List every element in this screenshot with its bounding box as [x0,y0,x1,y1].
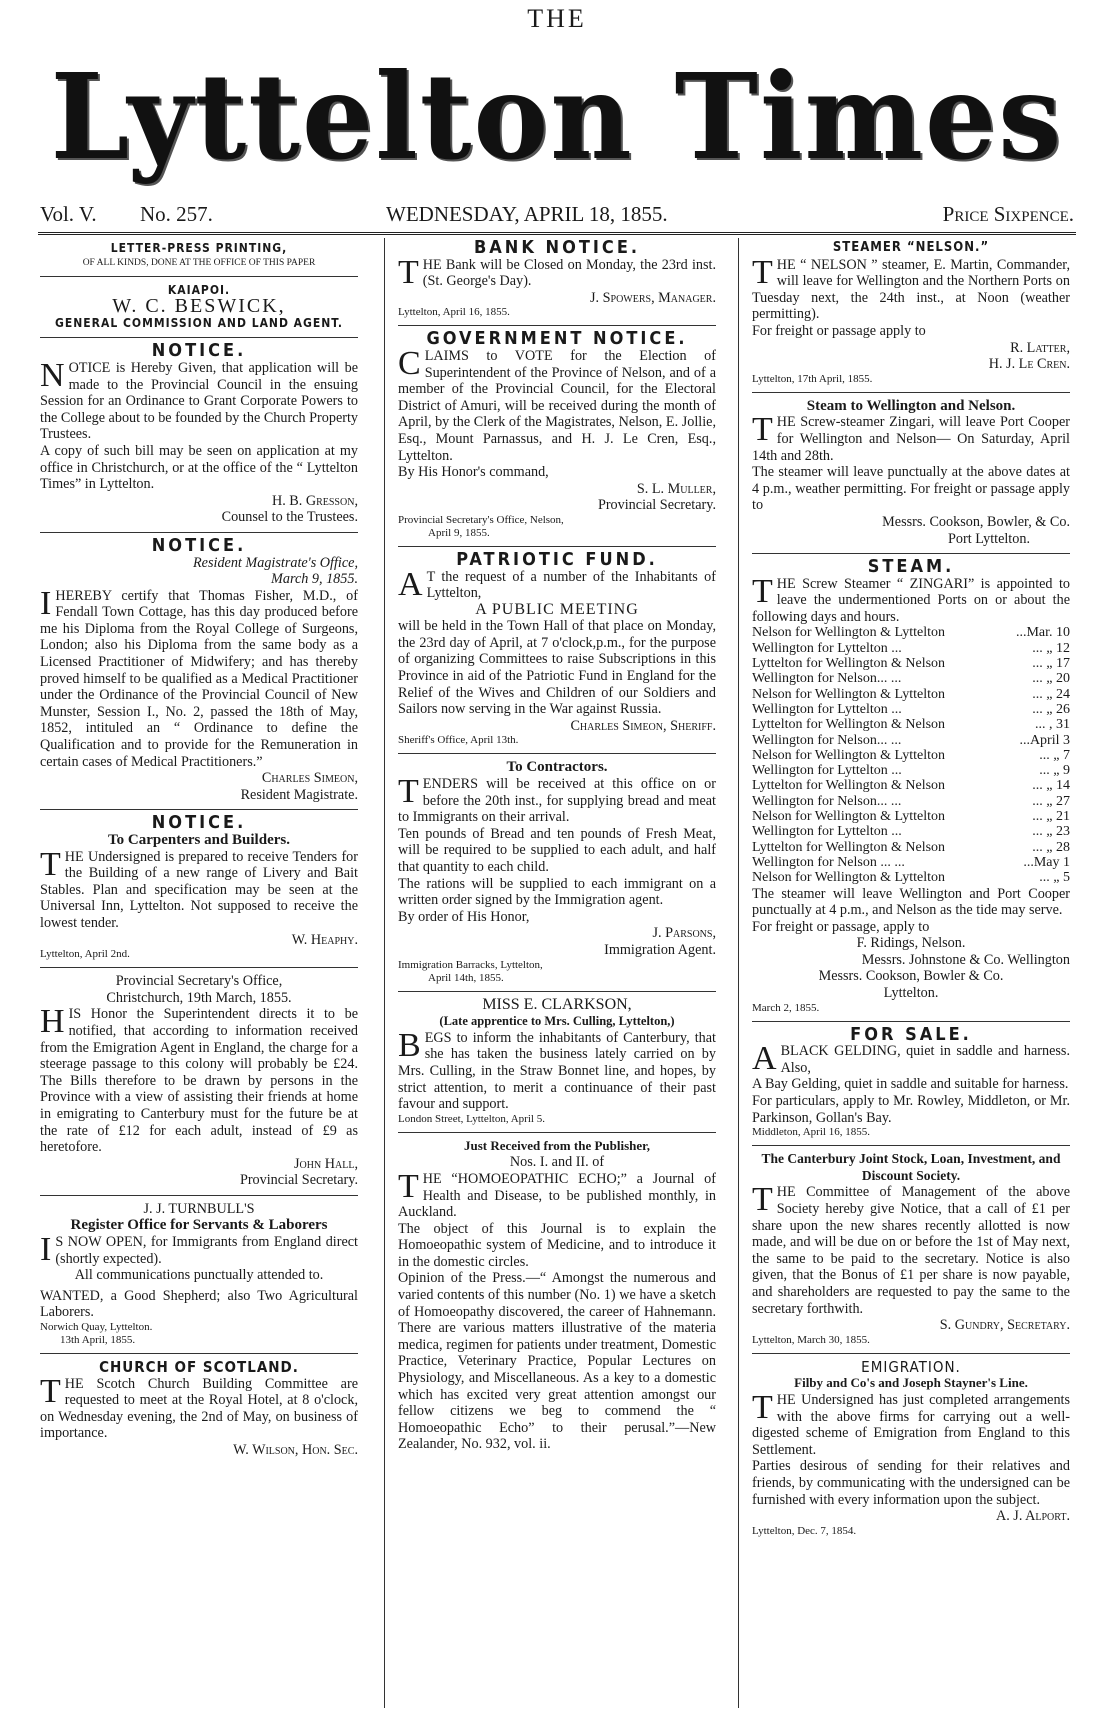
schedule-row [752,656,1070,671]
notice-carpenters-body: HE Undersigned is prepared to receive Tenders for the Building of a new range of Livery and Bait Stables. Plan and specification may be seen at the Universal Inn, Lyttelton. Not supposed to receive the lowest tender. [40,848,358,931]
notice-carpenters [40,812,358,961]
pat-office: Sheriff's Office, April 13th. [398,734,519,747]
homeo-body3: Opinion of the Press.—“ Amongst the numerous and varied contents of this number (No. 1) we have a sketch of Homoeopathy discovered, the career of Hahnemann. There are various matters illustrative of the materia medica, regimen for patients under treatment, Domestic Practice, Veterinary Practice, Popular Lectures on Physiology, and Miscellaneous. As a key to a domestic which has excited very great attention amongst our fellow citizens we beg to commend the “ Homoeopathic Echo” to their perusal.”—New Zealander, No. 932, vol. ii. [398,1270,716,1453]
masthead-rule [38,232,1076,235]
schedule-date: ... „ 20 [1032,671,1070,687]
beswick-name: W. C. BESWICK, [112,295,286,318]
notice-college-body2: A copy of such bill may be seen on application at my office in Christchurch, or at the office of the “ Lyttelton Times” in Lyttelton. [40,442,358,493]
notice-college-body: OTICE is Hereby Given, that application will be made to the Provincial Council in the ensuing Session for an Ordinance to Grant Corporate Powers to the College about to be founded by the Church Property Trustees. [40,359,358,443]
con-body2: Ten pounds of Bread and ten pounds of Fresh Meat, will be required to be supplied to each adult, and half that quantity to each child. [398,825,716,875]
price: Price Sixpence. [942,202,1074,226]
schedule-date: ... „ 7 [1039,747,1070,763]
sale-body3: For particulars, apply to Mr. Rowley, Middleton, or Mr. Parkinson, Gollan's Bay. [752,1093,1070,1126]
drop-cap: H [40,1003,65,1041]
schedule-route: Wellington for Lyttelton ... [752,701,902,717]
con-signature: J. Parsons, [652,925,716,942]
nelson-heading: STEAMER “NELSON.” [832,240,990,255]
schedule-route: Wellington for Nelson... ... [752,793,902,809]
notice-medical-date: March 9, 1855. [271,571,358,588]
letterpress-heading: LETTER-PRESS PRINTING, [110,241,288,255]
drop-cap: T [398,253,419,291]
clark-name: MISS E. CLARKSON, [482,995,632,1013]
steam-agent-1: F. Ridings, Nelson. [856,935,966,952]
gov-command: By His Honor's command, [398,464,549,481]
homeo-sub2: Nos. I. and II. of [509,1154,605,1171]
gov-heading: GOVERNMENT NOTICE. [426,328,688,350]
con-body: ENDERS will be received at this office on or before the 20th inst., for supplying bread and meat to Immigrants on their arrival. [398,776,716,826]
nelson-date: Lyttelton, 17th April, 1855. [752,372,873,385]
schedule-row [752,763,1070,778]
notice-medical-body: HEREBY certify that Thomas Fisher, M.D., of Fendall Town Cottage, has this day produced before me his Diploma from the Royal College of Surgeons, London; also his Diploma from the same body as a Licensed Practitioner of Midwifery; and has thereby proved himself to be qualified as a Medical Practitioner under the Ordinance of the Provincial Council of New Munster, Session I., No. 2, passed the 18th of May, 1852, intituled an “ Ordinance to define the Qualification and to provide for the Remuneration in certain cases of Medical Practitioners.” [40,587,358,770]
steam-agent-4: Lyttelton. [883,985,939,1002]
cjs-signature: S. Gundry, Secretary. [939,1317,1070,1334]
drop-cap: T [752,1388,773,1426]
schedule-route: Wellington for Lyttelton ... [752,763,902,779]
letterpress-ad [40,240,358,270]
con-signature-title: Immigration Agent. [604,941,716,958]
con-date: April 14th, 1855. [428,971,504,984]
prov-office-date: Christchurch, 19th March, 1855. [106,989,292,1006]
schedule-route: Wellington for Nelson ... ... [752,854,905,870]
turnbull-ad [40,1201,358,1347]
drop-cap: T [752,253,773,291]
pat-body: T the request of a number of the Inhabitants of Lyttelton, [426,568,716,602]
schedule-row [752,702,1070,717]
steam-body3: For freight or passage, apply to [752,918,930,935]
church-heading: CHURCH OF SCOTLAND. [99,1358,299,1377]
drop-cap: T [40,1372,61,1410]
schedule-row [752,641,1070,656]
kaiapoi-heading: KAIAPOI. [167,282,231,297]
pat-heading: PATRIOTIC FUND. [456,548,658,570]
wanted-address: Norwich Quay, Lyttelton. [40,1321,153,1334]
wanted-body: WANTED, a Good Shepherd; also Two Agricultural Laborers. [40,1287,358,1321]
homeo-sub1: Just Received from the Publisher, [464,1137,650,1153]
schedule-date: ... „ 12 [1032,640,1070,656]
turnbull-body: S NOW OPEN, for Immigrants from England direct (shortly expected). [55,1234,358,1267]
steam-body: HE Screw Steamer “ ZINGARI” is appointed to leave the undermentioned Ports on or about the following days and hours. [752,575,1070,625]
schedule-date: ... „ 27 [1032,793,1070,809]
church-ad [40,1359,358,1459]
notice-college-heading: NOTICE. [151,340,247,362]
column-1 [40,240,358,1465]
notice-carpenters-signature: W. Heaphy. [291,931,358,948]
sailing-schedule [752,625,1070,885]
clark-address: London Street, Lyttelton, April 5. [398,1112,545,1125]
wanted-date: 13th April, 1855. [60,1334,136,1347]
schedule-date: ...Mar. 10 [1015,625,1070,641]
schedule-date: ... „ 9 [1039,763,1070,779]
notice-college-signature: H. B. Gresson, [271,492,358,509]
bank-notice [398,237,716,319]
schedule-date: ... , 31 [1035,717,1070,733]
schedule-date: ... „ 26 [1032,701,1070,717]
drop-cap: T [40,845,61,883]
column-rule-1 [384,238,385,1708]
schedule-route: Wellington for Nelson... ... [752,671,902,687]
steam-wellington-nelson [752,398,1070,547]
con-order: By order of His Honor, [398,908,530,925]
notice-medical-heading: NOTICE. [151,534,247,556]
steam-date: March 2, 1855. [752,1001,820,1014]
column-2 [398,237,716,1459]
schedule-route: Lyttelton for Wellington & Nelson [752,778,946,794]
emig-date: Lyttelton, Dec. 7, 1854. [752,1524,857,1537]
drop-cap: T [398,1167,419,1205]
schedule-row [752,717,1070,732]
clark-body: EGS to inform the inhabitants of Canterbury, that she has taken the business lately carried on by Mrs. Culling, in the Straw Bonnet line, and hopes, by strict attention, to merit a continuance of their past favour and support. [398,1029,716,1113]
steam-wel-signature: Messrs. Cookson, Bowler, & Co. [882,513,1070,530]
schedule-route: Wellington for Nelson... ... [752,732,902,748]
drop-cap: T [752,572,773,610]
schedule-date: ...April 3 [1019,732,1070,748]
schedule-date: ... „ 28 [1032,839,1070,855]
cjs-date: Lyttelton, March 30, 1855. [752,1333,870,1346]
steam-wel-body: HE Screw-steamer Zingari, will leave Port Cooper for Wellington and Nelson— On Saturday, April 14th and 28th. [752,414,1070,464]
con-heading: To Contractors. [506,759,608,776]
notice-college [40,340,358,526]
steam-wel-heading: Steam to Wellington and Nelson. [806,397,1016,414]
schedule-date: ... „ 24 [1032,686,1070,702]
emig-body: HE Undersigned has just completed arrangements with the above firms for carrying out a well-digested scheme of Emigration from England to this Settlement. [752,1391,1070,1458]
schedule-date: ... „ 14 [1032,778,1070,794]
notice-carpenters-sub: To Carpenters and Builders. [108,832,290,848]
emig-signature: A. J. Alport. [995,1508,1070,1525]
emig-heading: EMIGRATION. [861,1357,961,1376]
sale-heading: FOR SALE. [850,1023,972,1045]
schedule-route: Nelson for Wellington & Lyttelton [752,747,946,763]
schedule-row [752,794,1070,809]
schedule-route: Nelson for Wellington & Lyttelton [752,809,946,825]
schedule-row [752,687,1070,702]
emig-body2: Parties desirous of sending for their relatives and friends, by communicating with the undersigned can be furnished with every information upon the subject. [752,1458,1070,1508]
homeo-body2: The object of this Journal is to explain the Homoeopathic system of Medicine, and to introduce it in the domestic circles. [398,1220,716,1270]
clarkson-ad [398,997,716,1126]
schedule-row [752,778,1070,793]
pat-body2: will be held in the Town Hall of that place on Monday, the 23rd day of April, at 7 o'clock,p.m., for the purpose of organizing Committees to raise Subscriptions in this Province in aid of the Patriotic Fund in England for the Relief of the Wives and Children of our Soldiers and Sailors now serving in the War against Russia. [398,618,716,718]
turnbull-heading: Register Office for Servants & Laborers [70,1217,328,1234]
cjs-body: HE Committee of Management of the above Society hereby give Notice, that a call of £1 per share upon the new shares recently allotted is now made, and will be due on or before the 1st of May next, the same to be paid to the secretary. Notice is also given, that the Bonus of £1 per share is now payable, and shareholders are requested to pay the same to the secretary forthwith. [752,1184,1070,1317]
sale-body2: A Bay Gelding, quiet in saddle and suitable for harness. [752,1076,1069,1093]
bank-date: Lyttelton, April 16, 1855. [398,306,510,319]
notice-medical [40,534,358,804]
turnbull-body2: All communications punctually attended to. [74,1267,324,1284]
schedule-row [752,625,1070,640]
steam-body2: The steamer will leave Wellington and Port Cooper punctually at 4 p.m., and Nelson as the tide may serve. [752,885,1070,919]
beswick-title: GENERAL COMMISSION AND LAND AGENT. [55,315,343,330]
nelson-body2: For freight or passage apply to [752,322,926,339]
bank-signature: J. Spowers, Manager. [590,289,716,306]
notice-medical-office: Resident Magistrate's Office, [193,554,358,571]
dateline [40,202,1074,230]
schedule-date: ... „ 17 [1032,656,1070,672]
con-body3: The rations will be supplied to each immigrant on a written order signed by the Immigration agent. [398,875,716,909]
volume: Vol. V. [40,202,97,226]
schedule-row [752,733,1070,748]
gov-office: Provincial Secretary's Office, Nelson, [398,513,564,526]
pat-meeting: A PUBLIC MEETING [475,600,639,618]
schedule-route: Wellington for Lyttelton ... [752,824,902,840]
drop-cap: A [398,565,423,603]
prov-signature: John Hall, [294,1155,358,1172]
newspaper-title: Lyttelton Times [50,48,1064,187]
homeopathic-echo-ad [398,1138,716,1453]
schedule-route: Wellington for Lyttelton ... [752,640,902,656]
drop-cap: B [398,1026,421,1064]
schedule-date: ... „ 23 [1032,824,1070,840]
emig-sub: Filby and Co's and Joseph Stayner's Line. [794,1375,1028,1391]
drop-cap: I [40,584,52,622]
notice-college-signature-title: Counsel to the Trustees. [221,509,358,526]
homeo-body: HE “HOMOEOPATHIC ECHO;” a Journal of Health and Disease, to be published monthly, in Auckland. [398,1170,716,1221]
letterpress-sub: OF ALL KINDS, DONE AT THE OFFICE OF THIS PAPER [82,257,316,268]
schedule-route: Lyttelton for Wellington & Nelson [752,717,946,733]
church-signature: W. Wilson, Hon. Sec. [233,1442,358,1458]
schedule-route: Nelson for Wellington & Lyttelton [752,686,946,702]
schedule-row [752,824,1070,839]
schedule-row [752,809,1070,824]
drop-cap: I [40,1231,52,1269]
cjs-heading: The Canterbury Joint Stock, Loan, Investment, and Discount Society. [761,1151,1061,1183]
column-3 [752,240,1070,1544]
emigration-ad [752,1359,1070,1538]
notice-medical-signature-title: Resident Magistrate. [240,786,358,803]
notice-emigration-bills [40,973,358,1189]
schedule-row [752,855,1070,870]
patriotic-fund [398,548,716,748]
prov-signature-title: Provincial Secretary. [239,1172,358,1189]
sale-date: Middleton, April 16, 1855. [752,1126,870,1139]
steam-wel-place: Port Lyttelton. [948,530,1030,547]
gov-office-date: April 9, 1855. [428,526,490,539]
bank-body: HE Bank will be Closed on Monday, the 23rd inst. (St. George's Day). [422,256,716,290]
drop-cap: T [398,773,419,811]
nelson-body: HE “ NELSON ” steamer, E. Martin, Commander, will leave for Wellington and the Northern Ports on Tuesday next, the 24th inst., at Noon (weather permitting). [752,256,1070,323]
government-notice [398,328,716,540]
drop-cap: T [752,411,773,449]
schedule-date: ... „ 5 [1039,870,1070,886]
con-address: Immigration Barracks, Lyttelton, [398,958,543,971]
clark-sub: (Late apprentice to Mrs. Culling, Lyttelton,) [439,1014,675,1029]
schedule-route: Lyttelton for Wellington & Nelson [752,839,946,855]
sale-body: BLACK GELDING, quiet in saddle and harness. Also, [780,1043,1070,1076]
masthead [0,0,1114,232]
steam-heading: STEAM. [867,556,955,578]
joint-stock-society [752,1151,1070,1347]
steam-agent-3: Messrs. Cookson, Bowler & Co. [818,968,1004,985]
prov-office: Provincial Secretary's Office, [115,973,283,990]
church-body: HE Scotch Church Building Committee are requested to meet at the Royal Hotel, at 8 o'clock, on Wednesday evening, the 2nd of May, on business of importance. [40,1375,358,1442]
schedule-date: ...May 1 [1023,854,1070,870]
for-sale-ad [752,1023,1070,1140]
prov-body: IS Honor the Superintendent directs it to be notified, that according to information received from the Emigration Agent in England, the charge for a steerage passage to this colony will probably be £24. The Bills therefore to be drawn by persons in the Province with a view of assisting their friends at home in emigrating to Canterbury must for the future be at the rate of £12 for each adult, instead of £9 as heretofore. [40,1006,358,1156]
schedule-row [752,671,1070,686]
steam-schedule-ad [752,556,1070,1015]
drop-cap: A [752,1040,777,1078]
schedule-route: Lyttelton for Wellington & Nelson [752,656,946,672]
schedule-row [752,840,1070,855]
issue-date: WEDNESDAY, APRIL 18, 1855. [386,202,668,226]
gov-signature: S. L. Muller, [636,480,716,497]
steam-wel-body2: The steamer will leave punctually at the above dates at 4 p.m., weather permitting. For freight or passage apply to [752,464,1070,514]
schedule-route: Nelson for Wellington & Lyttelton [752,870,946,886]
schedule-row [752,748,1070,763]
nelson-signature-1: R. Latter, [1010,339,1070,356]
drop-cap: N [40,356,65,394]
gov-signature-title: Provincial Secretary. [597,497,716,514]
beswick-ad [40,282,358,332]
issue-number: No. 257. [140,202,213,226]
schedule-row [752,870,1070,885]
column-rule-2 [738,238,739,1708]
drop-cap: T [752,1181,773,1219]
pat-signature: Charles Simeon, Sheriff. [570,717,716,734]
steam-agent-2: Messrs. Johnstone & Co. Wellington [861,951,1070,968]
masthead-the: THE [527,4,587,33]
contractors-notice [398,759,716,984]
nelson-signature-2: H. J. Le Cren. [988,356,1070,373]
gov-body: LAIMS to VOTE for the Election of Superintendent of the Province of Nelson, and of a member of the Provincial Council, for the Electoral District of Amuri, will be received during the month of April, by the Clerk of the Magistrates, Nelson, E. Jollie, Esq., Mount Parnassus, and H. J. Le Cren, Esq., Lyttelton. [398,347,716,464]
steamer-nelson [752,240,1070,386]
notice-carpenters-heading: NOTICE. [151,812,247,834]
turnbull-name: J. J. TURNBULL'S [143,1200,255,1217]
notice-carpenters-date: Lyttelton, April 2nd. [40,948,130,961]
schedule-date: ... „ 21 [1032,809,1070,825]
bank-heading: BANK NOTICE. [473,237,641,258]
schedule-route: Nelson for Wellington & Lyttelton [752,625,946,641]
notice-medical-signature: Charles Simeon, [261,770,358,787]
drop-cap: C [398,344,421,382]
